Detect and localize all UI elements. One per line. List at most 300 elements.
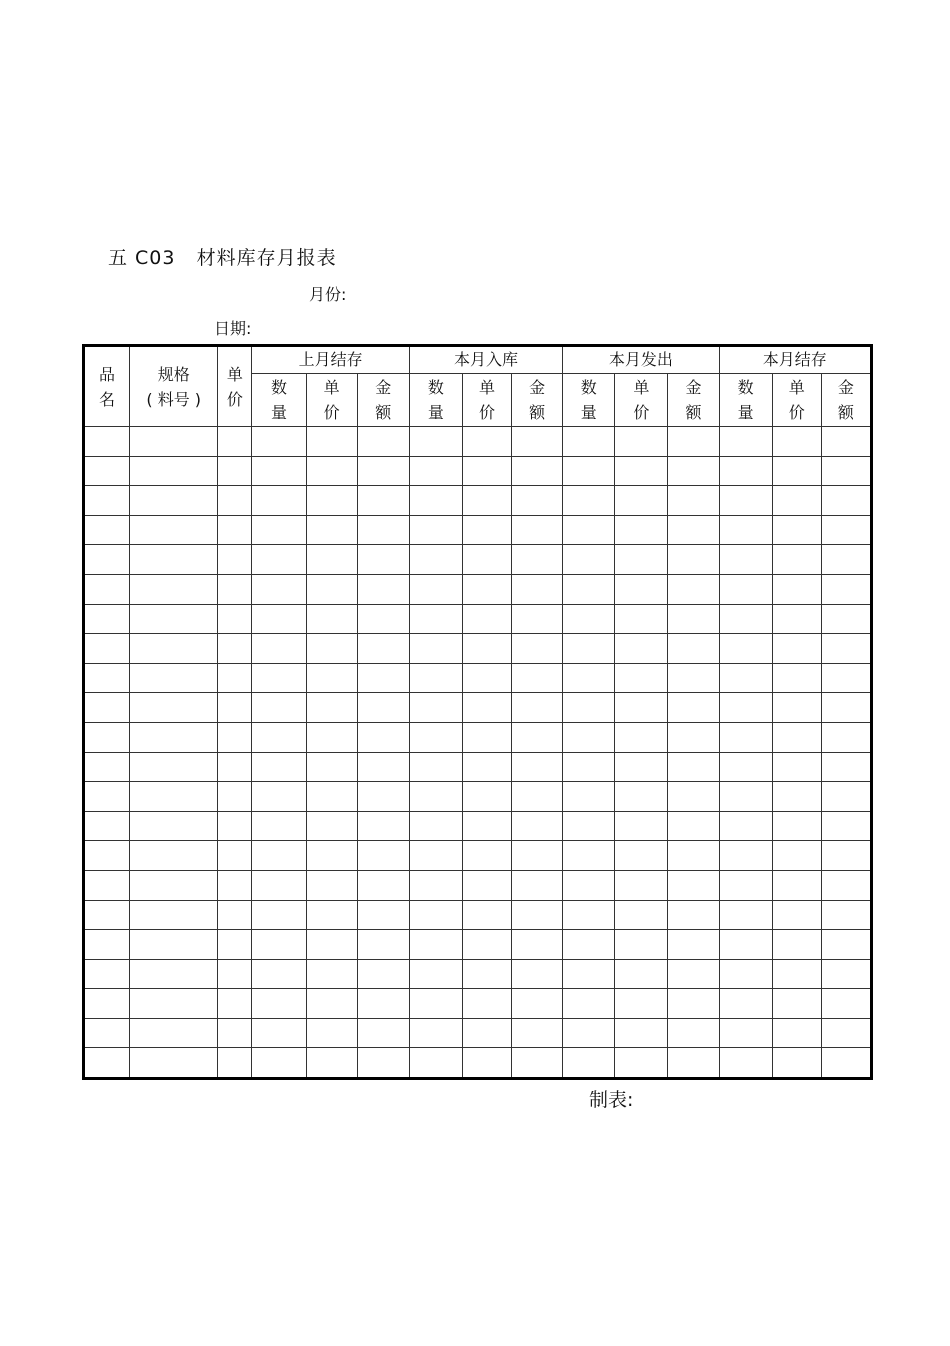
table-cell[interactable] (668, 486, 719, 516)
table-cell[interactable] (563, 870, 615, 900)
table-cell[interactable] (821, 604, 871, 634)
table-cell[interactable] (409, 900, 462, 930)
table-cell[interactable] (218, 811, 252, 841)
table-cell[interactable] (821, 574, 871, 604)
table-cell[interactable] (84, 604, 130, 634)
table-cell[interactable] (462, 870, 511, 900)
table-cell[interactable] (462, 811, 511, 841)
table-cell[interactable] (252, 811, 306, 841)
table-cell[interactable] (357, 604, 409, 634)
table-cell[interactable] (668, 782, 719, 812)
table-cell[interactable] (357, 693, 409, 723)
table-cell[interactable] (462, 604, 511, 634)
table-cell[interactable] (252, 486, 306, 516)
table-cell[interactable] (719, 456, 772, 486)
table-cell[interactable] (821, 959, 871, 989)
table-cell[interactable] (821, 811, 871, 841)
table-cell[interactable] (462, 989, 511, 1019)
table-cell[interactable] (668, 1018, 719, 1048)
table-cell[interactable] (84, 1048, 130, 1079)
table-cell[interactable] (218, 1018, 252, 1048)
table-cell[interactable] (409, 930, 462, 960)
table-cell[interactable] (462, 663, 511, 693)
table-cell[interactable] (615, 456, 668, 486)
table-cell[interactable] (218, 900, 252, 930)
table-cell[interactable] (306, 574, 357, 604)
table-cell[interactable] (563, 634, 615, 664)
table-cell[interactable] (772, 841, 821, 871)
table-cell[interactable] (563, 1048, 615, 1079)
table-cell[interactable] (252, 930, 306, 960)
table-cell[interactable] (615, 515, 668, 545)
table-cell[interactable] (409, 989, 462, 1019)
table-cell[interactable] (130, 930, 218, 960)
table-cell[interactable] (772, 811, 821, 841)
table-cell[interactable] (668, 545, 719, 575)
table-cell[interactable] (409, 1048, 462, 1079)
table-cell[interactable] (409, 456, 462, 486)
table-cell[interactable] (719, 545, 772, 575)
table-cell[interactable] (772, 782, 821, 812)
table-cell[interactable] (306, 782, 357, 812)
table-cell[interactable] (719, 900, 772, 930)
table-cell[interactable] (615, 959, 668, 989)
table-cell[interactable] (306, 515, 357, 545)
table-cell[interactable] (357, 722, 409, 752)
table-cell[interactable] (462, 841, 511, 871)
table-cell[interactable] (668, 456, 719, 486)
table-cell[interactable] (719, 515, 772, 545)
table-cell[interactable] (84, 515, 130, 545)
table-cell[interactable] (772, 574, 821, 604)
table-cell[interactable] (668, 693, 719, 723)
table-cell[interactable] (252, 1048, 306, 1079)
table-cell[interactable] (668, 663, 719, 693)
table-cell[interactable] (772, 870, 821, 900)
table-cell[interactable] (821, 900, 871, 930)
table-cell[interactable] (462, 486, 511, 516)
table-cell[interactable] (719, 1048, 772, 1079)
table-cell[interactable] (772, 1048, 821, 1079)
table-cell[interactable] (563, 900, 615, 930)
table-cell[interactable] (84, 634, 130, 664)
table-cell[interactable] (84, 752, 130, 782)
table-cell[interactable] (615, 870, 668, 900)
table-cell[interactable] (563, 486, 615, 516)
table-cell[interactable] (306, 841, 357, 871)
table-cell[interactable] (462, 1018, 511, 1048)
table-cell[interactable] (218, 634, 252, 664)
table-cell[interactable] (668, 722, 719, 752)
table-cell[interactable] (821, 782, 871, 812)
table-cell[interactable] (306, 663, 357, 693)
table-cell[interactable] (563, 752, 615, 782)
table-cell[interactable] (462, 515, 511, 545)
table-cell[interactable] (84, 574, 130, 604)
table-cell[interactable] (512, 811, 563, 841)
table-cell[interactable] (563, 989, 615, 1019)
table-cell[interactable] (563, 782, 615, 812)
table-cell[interactable] (306, 959, 357, 989)
table-cell[interactable] (306, 486, 357, 516)
table-cell[interactable] (306, 1018, 357, 1048)
table-cell[interactable] (252, 1018, 306, 1048)
table-cell[interactable] (615, 811, 668, 841)
table-cell[interactable] (306, 634, 357, 664)
table-cell[interactable] (772, 693, 821, 723)
table-cell[interactable] (306, 870, 357, 900)
table-cell[interactable] (821, 1048, 871, 1079)
table-cell[interactable] (668, 634, 719, 664)
table-cell[interactable] (218, 989, 252, 1019)
table-cell[interactable] (563, 427, 615, 457)
table-cell[interactable] (668, 811, 719, 841)
table-cell[interactable] (821, 841, 871, 871)
table-cell[interactable] (130, 486, 218, 516)
table-cell[interactable] (409, 811, 462, 841)
table-cell[interactable] (719, 870, 772, 900)
table-cell[interactable] (821, 486, 871, 516)
table-cell[interactable] (563, 959, 615, 989)
table-cell[interactable] (409, 841, 462, 871)
table-cell[interactable] (130, 1048, 218, 1079)
table-cell[interactable] (719, 604, 772, 634)
table-cell[interactable] (409, 722, 462, 752)
table-cell[interactable] (821, 663, 871, 693)
table-cell[interactable] (821, 693, 871, 723)
table-cell[interactable] (218, 456, 252, 486)
table-cell[interactable] (357, 782, 409, 812)
table-cell[interactable] (821, 1018, 871, 1048)
table-cell[interactable] (512, 1018, 563, 1048)
table-cell[interactable] (615, 634, 668, 664)
table-cell[interactable] (252, 870, 306, 900)
table-cell[interactable] (615, 752, 668, 782)
table-cell[interactable] (772, 486, 821, 516)
table-cell[interactable] (772, 989, 821, 1019)
table-cell[interactable] (218, 486, 252, 516)
table-cell[interactable] (306, 427, 357, 457)
table-cell[interactable] (719, 634, 772, 664)
table-cell[interactable] (357, 930, 409, 960)
table-cell[interactable] (218, 722, 252, 752)
table-cell[interactable] (218, 663, 252, 693)
table-cell[interactable] (130, 604, 218, 634)
table-cell[interactable] (409, 634, 462, 664)
table-cell[interactable] (84, 663, 130, 693)
table-cell[interactable] (719, 1018, 772, 1048)
table-cell[interactable] (668, 574, 719, 604)
table-cell[interactable] (252, 989, 306, 1019)
table-cell[interactable] (130, 989, 218, 1019)
table-cell[interactable] (84, 841, 130, 871)
table-cell[interactable] (719, 782, 772, 812)
table-cell[interactable] (563, 811, 615, 841)
table-cell[interactable] (218, 693, 252, 723)
table-cell[interactable] (719, 752, 772, 782)
table-cell[interactable] (218, 427, 252, 457)
table-cell[interactable] (512, 782, 563, 812)
table-cell[interactable] (772, 604, 821, 634)
table-cell[interactable] (130, 900, 218, 930)
table-cell[interactable] (772, 515, 821, 545)
table-cell[interactable] (306, 545, 357, 575)
table-cell[interactable] (252, 693, 306, 723)
table-cell[interactable] (512, 900, 563, 930)
table-cell[interactable] (615, 574, 668, 604)
table-cell[interactable] (615, 663, 668, 693)
table-cell[interactable] (462, 930, 511, 960)
table-cell[interactable] (84, 989, 130, 1019)
table-cell[interactable] (512, 486, 563, 516)
table-cell[interactable] (772, 634, 821, 664)
table-cell[interactable] (668, 752, 719, 782)
table-cell[interactable] (84, 930, 130, 960)
table-cell[interactable] (409, 782, 462, 812)
table-cell[interactable] (462, 959, 511, 989)
table-cell[interactable] (252, 634, 306, 664)
table-cell[interactable] (719, 811, 772, 841)
table-cell[interactable] (772, 427, 821, 457)
table-cell[interactable] (84, 959, 130, 989)
table-cell[interactable] (252, 427, 306, 457)
table-cell[interactable] (512, 456, 563, 486)
table-cell[interactable] (615, 900, 668, 930)
table-cell[interactable] (306, 693, 357, 723)
table-cell[interactable] (821, 545, 871, 575)
table-cell[interactable] (409, 1018, 462, 1048)
table-cell[interactable] (668, 604, 719, 634)
table-cell[interactable] (218, 782, 252, 812)
table-cell[interactable] (512, 515, 563, 545)
table-cell[interactable] (218, 841, 252, 871)
table-cell[interactable] (357, 900, 409, 930)
table-cell[interactable] (130, 634, 218, 664)
table-cell[interactable] (306, 1048, 357, 1079)
table-cell[interactable] (409, 663, 462, 693)
table-cell[interactable] (512, 1048, 563, 1079)
table-cell[interactable] (130, 841, 218, 871)
table-cell[interactable] (130, 515, 218, 545)
table-cell[interactable] (218, 545, 252, 575)
table-cell[interactable] (252, 604, 306, 634)
table-cell[interactable] (409, 604, 462, 634)
table-cell[interactable] (563, 515, 615, 545)
table-cell[interactable] (306, 456, 357, 486)
table-cell[interactable] (512, 663, 563, 693)
table-cell[interactable] (409, 486, 462, 516)
table-cell[interactable] (462, 574, 511, 604)
table-cell[interactable] (130, 811, 218, 841)
table-cell[interactable] (668, 989, 719, 1019)
table-cell[interactable] (357, 574, 409, 604)
table-cell[interactable] (84, 486, 130, 516)
table-cell[interactable] (719, 693, 772, 723)
table-cell[interactable] (719, 959, 772, 989)
table-cell[interactable] (615, 427, 668, 457)
table-cell[interactable] (357, 427, 409, 457)
table-cell[interactable] (821, 456, 871, 486)
table-cell[interactable] (252, 663, 306, 693)
table-cell[interactable] (84, 870, 130, 900)
table-cell[interactable] (563, 841, 615, 871)
table-cell[interactable] (563, 456, 615, 486)
table-cell[interactable] (130, 693, 218, 723)
table-cell[interactable] (772, 930, 821, 960)
table-cell[interactable] (821, 722, 871, 752)
table-cell[interactable] (512, 604, 563, 634)
table-cell[interactable] (615, 1048, 668, 1079)
table-cell[interactable] (252, 752, 306, 782)
table-cell[interactable] (130, 782, 218, 812)
table-cell[interactable] (252, 722, 306, 752)
table-cell[interactable] (357, 841, 409, 871)
table-cell[interactable] (821, 752, 871, 782)
table-cell[interactable] (462, 634, 511, 664)
table-cell[interactable] (719, 427, 772, 457)
table-cell[interactable] (563, 693, 615, 723)
table-cell[interactable] (130, 574, 218, 604)
table-cell[interactable] (409, 574, 462, 604)
table-cell[interactable] (719, 663, 772, 693)
table-cell[interactable] (821, 515, 871, 545)
table-cell[interactable] (615, 693, 668, 723)
table-cell[interactable] (563, 722, 615, 752)
table-cell[interactable] (512, 959, 563, 989)
table-cell[interactable] (512, 989, 563, 1019)
table-cell[interactable] (615, 930, 668, 960)
table-cell[interactable] (512, 930, 563, 960)
table-cell[interactable] (84, 1018, 130, 1048)
table-cell[interactable] (218, 959, 252, 989)
table-cell[interactable] (821, 930, 871, 960)
table-cell[interactable] (252, 782, 306, 812)
table-cell[interactable] (409, 693, 462, 723)
table-cell[interactable] (512, 427, 563, 457)
table-cell[interactable] (306, 989, 357, 1019)
table-cell[interactable] (357, 959, 409, 989)
table-cell[interactable] (130, 663, 218, 693)
table-cell[interactable] (130, 959, 218, 989)
table-cell[interactable] (462, 1048, 511, 1079)
table-cell[interactable] (615, 841, 668, 871)
table-cell[interactable] (252, 515, 306, 545)
table-cell[interactable] (130, 752, 218, 782)
table-cell[interactable] (130, 870, 218, 900)
table-cell[interactable] (357, 634, 409, 664)
table-cell[interactable] (357, 486, 409, 516)
table-cell[interactable] (218, 604, 252, 634)
table-cell[interactable] (357, 456, 409, 486)
table-cell[interactable] (512, 634, 563, 664)
table-cell[interactable] (252, 959, 306, 989)
table-cell[interactable] (357, 1048, 409, 1079)
table-cell[interactable] (409, 545, 462, 575)
table-cell[interactable] (130, 456, 218, 486)
table-cell[interactable] (357, 663, 409, 693)
table-cell[interactable] (668, 900, 719, 930)
table-cell[interactable] (512, 545, 563, 575)
table-cell[interactable] (409, 515, 462, 545)
table-cell[interactable] (462, 545, 511, 575)
table-cell[interactable] (306, 900, 357, 930)
table-cell[interactable] (615, 989, 668, 1019)
table-cell[interactable] (252, 841, 306, 871)
table-cell[interactable] (357, 545, 409, 575)
table-cell[interactable] (719, 722, 772, 752)
table-cell[interactable] (821, 427, 871, 457)
table-cell[interactable] (84, 900, 130, 930)
table-cell[interactable] (719, 989, 772, 1019)
table-cell[interactable] (409, 870, 462, 900)
table-cell[interactable] (668, 1048, 719, 1079)
table-cell[interactable] (84, 811, 130, 841)
table-cell[interactable] (84, 693, 130, 723)
table-cell[interactable] (130, 1018, 218, 1048)
table-cell[interactable] (252, 456, 306, 486)
table-cell[interactable] (772, 1018, 821, 1048)
table-cell[interactable] (357, 989, 409, 1019)
table-cell[interactable] (84, 545, 130, 575)
table-cell[interactable] (821, 870, 871, 900)
table-cell[interactable] (409, 752, 462, 782)
table-cell[interactable] (252, 574, 306, 604)
table-cell[interactable] (668, 841, 719, 871)
table-cell[interactable] (563, 545, 615, 575)
table-cell[interactable] (719, 486, 772, 516)
table-cell[interactable] (218, 515, 252, 545)
table-cell[interactable] (84, 456, 130, 486)
table-cell[interactable] (719, 841, 772, 871)
table-cell[interactable] (218, 1048, 252, 1079)
table-cell[interactable] (615, 545, 668, 575)
table-cell[interactable] (772, 663, 821, 693)
table-cell[interactable] (218, 930, 252, 960)
table-cell[interactable] (130, 427, 218, 457)
table-cell[interactable] (563, 1018, 615, 1048)
table-cell[interactable] (512, 841, 563, 871)
table-cell[interactable] (409, 427, 462, 457)
table-cell[interactable] (409, 959, 462, 989)
table-cell[interactable] (772, 752, 821, 782)
table-cell[interactable] (668, 930, 719, 960)
table-cell[interactable] (512, 752, 563, 782)
table-cell[interactable] (719, 574, 772, 604)
table-cell[interactable] (821, 989, 871, 1019)
table-cell[interactable] (357, 870, 409, 900)
table-cell[interactable] (252, 545, 306, 575)
table-cell[interactable] (462, 427, 511, 457)
table-cell[interactable] (615, 722, 668, 752)
table-cell[interactable] (615, 604, 668, 634)
table-cell[interactable] (563, 604, 615, 634)
table-cell[interactable] (84, 427, 130, 457)
table-cell[interactable] (357, 1018, 409, 1048)
table-cell[interactable] (512, 722, 563, 752)
table-cell[interactable] (252, 900, 306, 930)
table-cell[interactable] (130, 722, 218, 752)
table-cell[interactable] (668, 870, 719, 900)
table-cell[interactable] (306, 811, 357, 841)
table-cell[interactable] (218, 574, 252, 604)
table-cell[interactable] (615, 1018, 668, 1048)
table-cell[interactable] (462, 782, 511, 812)
table-cell[interactable] (772, 900, 821, 930)
table-cell[interactable] (306, 722, 357, 752)
table-cell[interactable] (772, 959, 821, 989)
table-cell[interactable] (563, 930, 615, 960)
table-cell[interactable] (462, 900, 511, 930)
